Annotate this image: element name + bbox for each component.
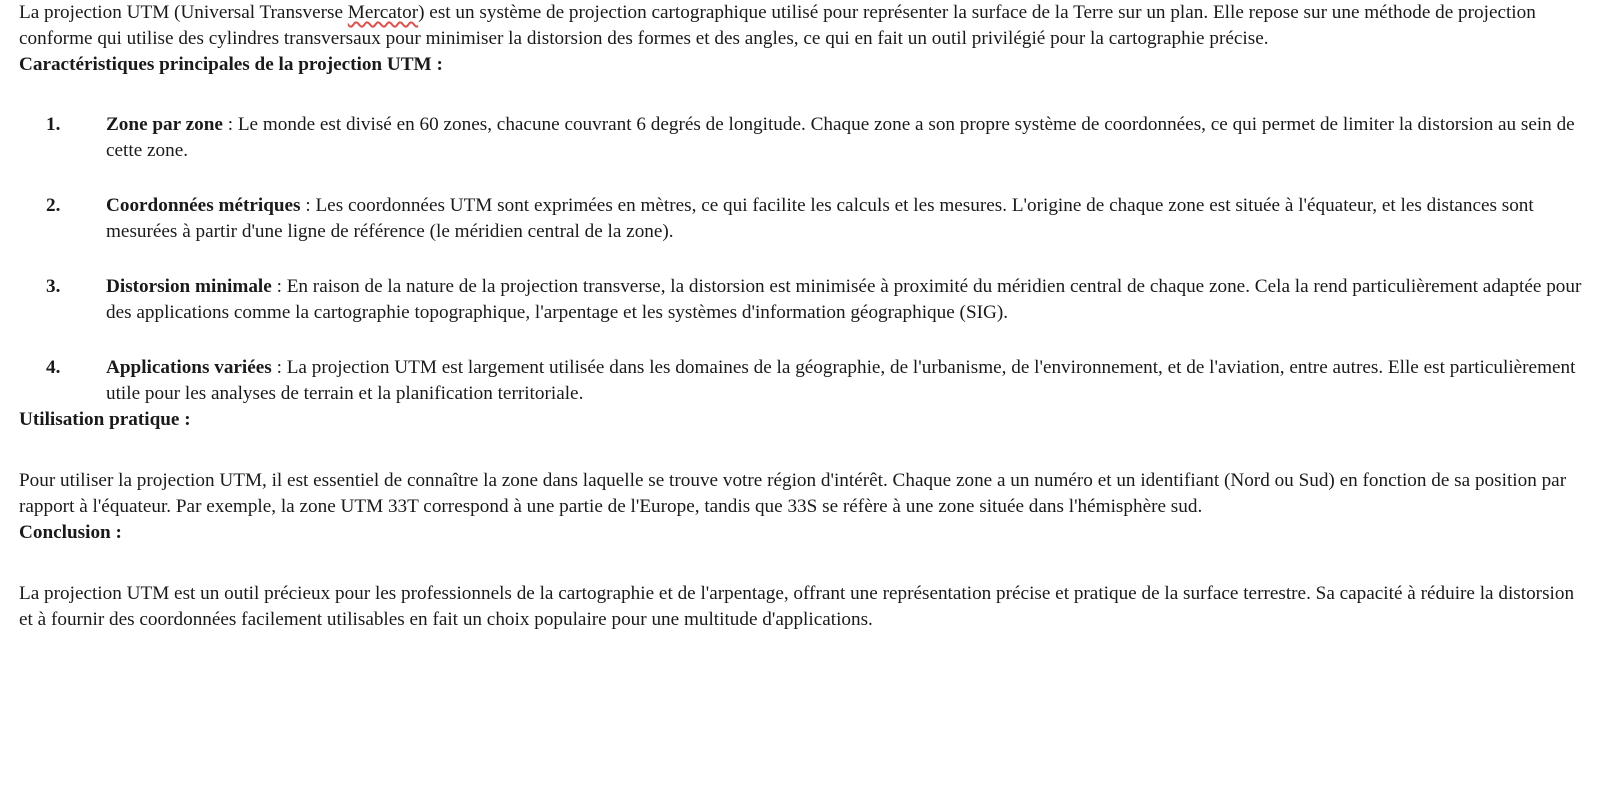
list-item-term: Zone par zone <box>106 114 223 135</box>
list-item-term: Applications variées <box>106 357 272 378</box>
list-item-text: : Le monde est divisé en 60 zones, chacune couvrant 6 degrés de longitude. Chaque zone a son propre système de coordonnées, ce qui permet de limiter la distorsion au sein de cette zone. <box>106 114 1575 161</box>
list-item-term: Distorsion minimale <box>106 276 272 297</box>
feature-list <box>19 112 1582 407</box>
list-item-number: 4. <box>46 357 61 378</box>
intro-paragraph <box>19 0 1582 52</box>
intro-text-start: La projection UTM (Universal Transverse <box>19 2 348 23</box>
list-item <box>19 355 1582 407</box>
list-item <box>19 112 1582 164</box>
conclusion-heading: Conclusion : <box>19 522 122 543</box>
usage-paragraph: Pour utiliser la projection UTM, il est essentiel de connaître la zone dans laquelle se trouve votre région d'intérêt. Chaque zone a un numéro et un identifiant (Nord ou Sud) en fonction de sa position par rapport à l'équateur. Par exemple, la zone UTM 33T correspond à une partie de l'Europe, tandis que 33S se réfère à une zone située dans l'hémisphère sud. <box>19 470 1567 517</box>
misspelled-word[interactable]: Mercator <box>347 2 419 23</box>
usage-heading: Utilisation pratique : <box>19 409 191 430</box>
list-item-term: Coordonnées métriques <box>106 195 301 216</box>
list-item-text: : En raison de la nature de la projection transverse, la distorsion est minimisée à proximité du méridien central de chaque zone. Cela la rend particulièrement adaptée pour des applications comme la cartographie topographique, l'arpentage et les systèmes d'information géographique (SIG). <box>106 276 1582 323</box>
intro-text-end: ) est un système de projection cartographique utilisé pour représenter la surface de la Terre sur un plan. Elle repose sur une méthode de projection conforme qui utilise des cylindres transversaux pour minimiser la distorsion des formes et des angles, ce qui en fait un outil privilégié pour la cartographie précise. <box>19 2 1536 49</box>
list-item-number: 3. <box>46 276 61 297</box>
list-item-text: : Les coordonnées UTM sont exprimées en mètres, ce qui facilite les calculs et les mesures. L'origine de chaque zone est située à l'équateur, et les distances sont mesurées à partir d'une ligne de référence (le méridien central de la zone). <box>106 195 1534 242</box>
conclusion-paragraph: La projection UTM est un outil précieux pour les professionnels de la cartographie et de l'arpentage, offrant une représentation précise et pratique de la surface terrestre. Sa capacité à réduire la distorsion et à fournir des coordonnées facilement utilisables en fait un choix populaire pour une multitude d'applications. <box>19 583 1575 630</box>
list-item-number: 1. <box>46 114 61 135</box>
list-item <box>19 193 1582 245</box>
list-item <box>19 274 1582 326</box>
features-heading: Caractéristiques principales de la projection UTM : <box>19 54 443 75</box>
list-item-text: : La projection UTM est largement utilisée dans les domaines de la géographie, de l'urbanisme, de l'environnement, et de l'aviation, entre autres. Elle est particulièrement utile pour les analyses de terrain et la planification territoriale. <box>106 357 1576 404</box>
list-item-number: 2. <box>46 195 61 216</box>
